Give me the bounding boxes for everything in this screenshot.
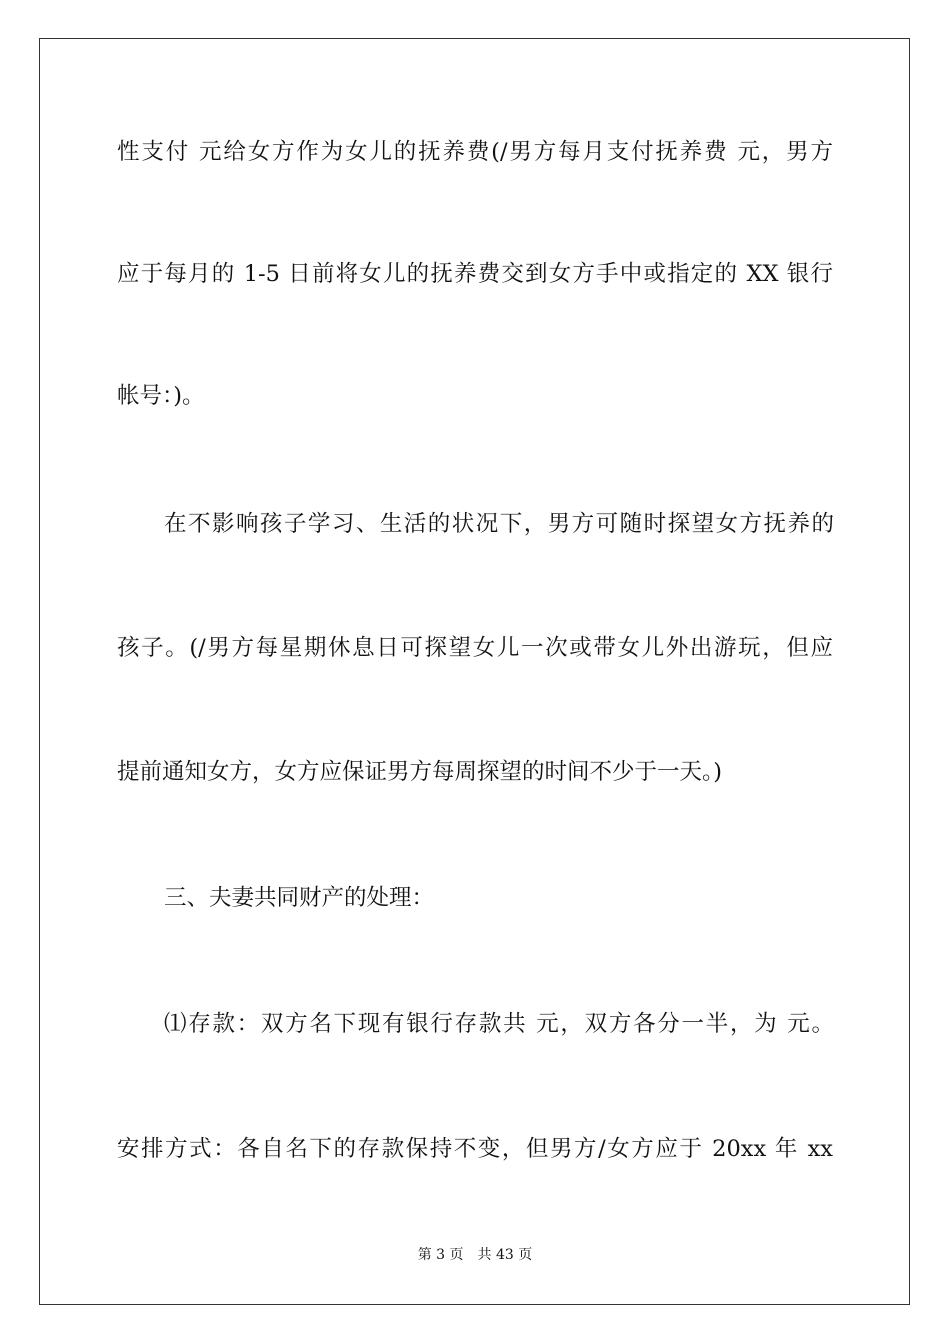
current-page-number: 第 3 页 xyxy=(417,1247,464,1263)
body-line-3: 帐号：)。 xyxy=(117,383,205,409)
body-line-6: 提前通知女方，女方应保证男方每周探望的时间不少于一天。) xyxy=(117,759,723,785)
body-line-1: 性支付 元给女方作为女儿的抚养费(/男方每月支付抚养费 元，男方 xyxy=(117,139,833,165)
page-footer xyxy=(0,1245,950,1265)
section-heading: 三、夫妻共同财产的处理： xyxy=(164,885,435,911)
body-line-8: ⑴存款：双方名下现有银行存款共 元，双方各分一半，为 元。 xyxy=(164,1011,834,1037)
body-line-5: 孩子。(/男方每星期休息日可探望女儿一次或带女儿外出游玩，但应 xyxy=(117,635,833,661)
body-line-9: 安排方式：各自名下的存款保持不变，但男方/女方应于 20xx 年 xx xyxy=(117,1136,833,1162)
body-line-2: 应于每月的 1-5 日前将女儿的抚养费交到女方手中或指定的 XX 银行 xyxy=(117,261,833,287)
total-page-count: 共 43 页 xyxy=(477,1247,533,1263)
body-line-4: 在不影响孩子学习、生活的状况下，男方可随时探望女方抚养的 xyxy=(164,511,834,537)
page-frame xyxy=(39,38,910,1305)
